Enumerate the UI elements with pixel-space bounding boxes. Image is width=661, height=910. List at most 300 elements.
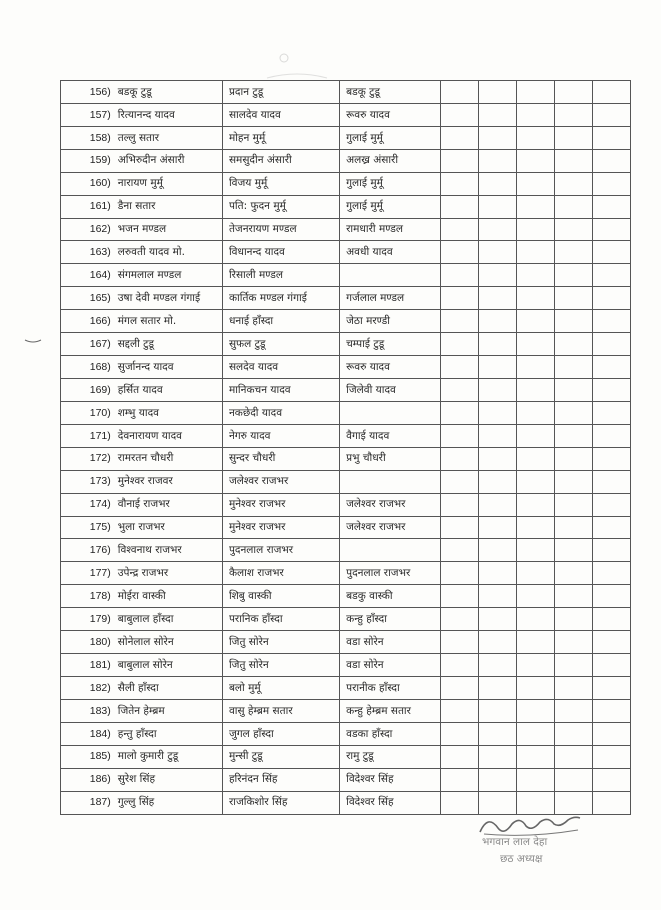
- father-name: हरिनंदन सिंह: [222, 768, 339, 791]
- person-name: मालो कुमारी टुडू: [114, 745, 223, 768]
- table-row: [61, 699, 631, 722]
- person-name: डैना सतार: [114, 195, 223, 218]
- blank-cell: [479, 562, 517, 585]
- father-name: जुगल हाँस्दा: [222, 722, 339, 745]
- blank-cell: [479, 631, 517, 654]
- grandfather-name: रामधारी मण्डल: [340, 218, 441, 241]
- blank-cell: [441, 539, 479, 562]
- blank-cell: [441, 722, 479, 745]
- father-name: रिसाली मण्डल: [222, 264, 339, 287]
- father-name: कार्तिक मण्डल गंगाई: [222, 287, 339, 310]
- blank-cell: [593, 401, 631, 424]
- father-name: सलदेव यादव: [222, 356, 339, 379]
- table-row: [61, 722, 631, 745]
- blank-cell: [441, 172, 479, 195]
- blank-cell: [555, 149, 593, 172]
- blank-cell: [517, 516, 555, 539]
- blank-cell: [517, 81, 555, 104]
- blank-cell: [593, 424, 631, 447]
- blank-cell: [555, 103, 593, 126]
- row-number: 183): [61, 699, 114, 722]
- blank-cell: [441, 81, 479, 104]
- blank-cell: [517, 287, 555, 310]
- father-name: वासु हेम्ब्रम सतार: [222, 699, 339, 722]
- blank-cell: [479, 378, 517, 401]
- father-name: परानिक हाँस्दा: [222, 608, 339, 631]
- blank-cell: [517, 310, 555, 333]
- grandfather-name: जिलेवी यादव: [340, 378, 441, 401]
- blank-cell: [517, 149, 555, 172]
- grandfather-name: गुलाई मुर्मू: [340, 195, 441, 218]
- table-row: [61, 378, 631, 401]
- father-name: नेगरु यादव: [222, 424, 339, 447]
- person-name: बडकू टुडू: [114, 81, 223, 104]
- table-row: [61, 356, 631, 379]
- blank-cell: [593, 310, 631, 333]
- row-number: 178): [61, 585, 114, 608]
- blank-cell: [479, 103, 517, 126]
- blank-cell: [441, 149, 479, 172]
- blank-cell: [517, 722, 555, 745]
- blank-cell: [479, 241, 517, 264]
- row-number: 184): [61, 722, 114, 745]
- grandfather-name: चम्पाई टुडू: [340, 333, 441, 356]
- blank-cell: [593, 768, 631, 791]
- blank-cell: [593, 585, 631, 608]
- father-name: मोहन मुर्मू: [222, 126, 339, 149]
- blank-cell: [555, 195, 593, 218]
- father-name: मुन्सी टुडू: [222, 745, 339, 768]
- grandfather-name: [340, 264, 441, 287]
- grandfather-name: बडकु वास्की: [340, 585, 441, 608]
- blank-cell: [441, 768, 479, 791]
- blank-cell: [479, 356, 517, 379]
- blank-cell: [555, 722, 593, 745]
- blank-cell: [555, 745, 593, 768]
- blank-cell: [593, 745, 631, 768]
- person-name: रामरतन चौधरी: [114, 447, 223, 470]
- blank-cell: [555, 424, 593, 447]
- blank-cell: [593, 126, 631, 149]
- blank-cell: [517, 218, 555, 241]
- blank-cell: [441, 126, 479, 149]
- person-name: देवनारायण यादव: [114, 424, 223, 447]
- blank-cell: [555, 333, 593, 356]
- blank-cell: [479, 516, 517, 539]
- row-number: 162): [61, 218, 114, 241]
- blank-cell: [517, 539, 555, 562]
- blank-cell: [441, 699, 479, 722]
- table-row: [61, 218, 631, 241]
- blank-cell: [593, 149, 631, 172]
- blank-cell: [479, 745, 517, 768]
- person-name: सुरेश सिंह: [114, 768, 223, 791]
- blank-cell: [517, 195, 555, 218]
- person-name: मंगल सतार मो.: [114, 310, 223, 333]
- blank-cell: [555, 447, 593, 470]
- father-name: नकछेदी यादव: [222, 401, 339, 424]
- table-row: [61, 241, 631, 264]
- blank-cell: [479, 585, 517, 608]
- row-number: 171): [61, 424, 114, 447]
- blank-cell: [555, 654, 593, 677]
- person-name: विश्वनाथ राजभर: [114, 539, 223, 562]
- blank-cell: [593, 676, 631, 699]
- blank-cell: [441, 608, 479, 631]
- person-name: भजन मण्डल: [114, 218, 223, 241]
- blank-cell: [517, 172, 555, 195]
- blank-cell: [479, 126, 517, 149]
- person-name: रित्यानन्द यादव: [114, 103, 223, 126]
- blank-cell: [555, 516, 593, 539]
- table-row: [61, 81, 631, 104]
- blank-cell: [517, 631, 555, 654]
- blank-cell: [555, 310, 593, 333]
- blank-cell: [441, 264, 479, 287]
- blank-cell: [479, 447, 517, 470]
- father-name: सालदेव यादव: [222, 103, 339, 126]
- blank-cell: [479, 264, 517, 287]
- person-name: सैली हाँस्दा: [114, 676, 223, 699]
- blank-cell: [479, 149, 517, 172]
- grandfather-name: रामु टुडू: [340, 745, 441, 768]
- table-row: [61, 608, 631, 631]
- row-number: 159): [61, 149, 114, 172]
- blank-cell: [593, 264, 631, 287]
- row-number: 176): [61, 539, 114, 562]
- blank-cell: [555, 264, 593, 287]
- grandfather-name: अवधी यादव: [340, 241, 441, 264]
- grandfather-name: जलेश्वर राजभर: [340, 493, 441, 516]
- blank-cell: [593, 81, 631, 104]
- blank-cell: [593, 333, 631, 356]
- blank-cell: [555, 218, 593, 241]
- blank-cell: [555, 493, 593, 516]
- grandfather-name: वैगाई यादव: [340, 424, 441, 447]
- blank-cell: [593, 172, 631, 195]
- grandfather-name: कन्हु हेम्ब्रम सतार: [340, 699, 441, 722]
- blank-cell: [441, 424, 479, 447]
- father-name: जलेश्वर राजभर: [222, 470, 339, 493]
- father-name: धनाई हाँस्दा: [222, 310, 339, 333]
- row-number: 173): [61, 470, 114, 493]
- blank-cell: [479, 676, 517, 699]
- blank-cell: [479, 654, 517, 677]
- blank-cell: [441, 241, 479, 264]
- row-number: 181): [61, 654, 114, 677]
- person-name: उषा देवी मण्डल गंगाई: [114, 287, 223, 310]
- blank-cell: [517, 356, 555, 379]
- blank-cell: [517, 241, 555, 264]
- blank-cell: [517, 676, 555, 699]
- blank-cell: [441, 516, 479, 539]
- person-name: शम्भु यादव: [114, 401, 223, 424]
- father-name: शिबु वास्की: [222, 585, 339, 608]
- table-row: [61, 745, 631, 768]
- table-row: [61, 424, 631, 447]
- person-name: उपेन्द्र राजभर: [114, 562, 223, 585]
- blank-cell: [555, 81, 593, 104]
- blank-cell: [441, 745, 479, 768]
- blank-cell: [517, 608, 555, 631]
- blank-cell: [479, 333, 517, 356]
- blank-cell: [479, 424, 517, 447]
- blank-cell: [479, 218, 517, 241]
- blank-cell: [479, 401, 517, 424]
- person-name: बाबुलाल हाँस्दा: [114, 608, 223, 631]
- blank-cell: [441, 470, 479, 493]
- blank-cell: [593, 103, 631, 126]
- blank-cell: [555, 768, 593, 791]
- blank-cell: [517, 126, 555, 149]
- row-number: 156): [61, 81, 114, 104]
- blank-cell: [593, 539, 631, 562]
- blank-cell: [441, 401, 479, 424]
- table-row: [61, 447, 631, 470]
- row-number: 167): [61, 333, 114, 356]
- blank-cell: [517, 654, 555, 677]
- blank-cell: [441, 585, 479, 608]
- person-name: सोनेलाल सोरेन: [114, 631, 223, 654]
- father-name: सुन्दर चौधरी: [222, 447, 339, 470]
- row-number: 166): [61, 310, 114, 333]
- row-number: 158): [61, 126, 114, 149]
- grandfather-name: [340, 470, 441, 493]
- blank-cell: [593, 631, 631, 654]
- blank-cell: [517, 470, 555, 493]
- grandfather-name: [340, 401, 441, 424]
- person-name: नारायण मुर्मू: [114, 172, 223, 195]
- table-row: [61, 401, 631, 424]
- blank-cell: [517, 699, 555, 722]
- father-name: राजकिशोर सिंह: [222, 791, 339, 814]
- row-number: 161): [61, 195, 114, 218]
- grandfather-name: [340, 539, 441, 562]
- grandfather-name: विदेश्वर सिंह: [340, 791, 441, 814]
- father-name: विधानन्द यादव: [222, 241, 339, 264]
- person-name: मोईरा वास्की: [114, 585, 223, 608]
- father-name: तेजनरायण मण्डल: [222, 218, 339, 241]
- table-row: [61, 333, 631, 356]
- blank-cell: [593, 470, 631, 493]
- blank-cell: [441, 103, 479, 126]
- father-name: पति: फुदन मुर्मू: [222, 195, 339, 218]
- table-row: [61, 631, 631, 654]
- grandfather-name: वडा सोरेन: [340, 631, 441, 654]
- blank-cell: [441, 631, 479, 654]
- blank-cell: [593, 241, 631, 264]
- table-row: [61, 264, 631, 287]
- grandfather-name: गुलाई मुर्मू: [340, 172, 441, 195]
- father-name: पुदनलाल राजभर: [222, 539, 339, 562]
- blank-cell: [555, 539, 593, 562]
- table-row: [61, 172, 631, 195]
- blank-cell: [441, 356, 479, 379]
- table-row: [61, 493, 631, 516]
- table-row: [61, 149, 631, 172]
- blank-cell: [479, 722, 517, 745]
- signature-name: भगवान लाल देहा: [482, 836, 548, 848]
- blank-cell: [555, 608, 593, 631]
- father-name: समसुदीन अंसारी: [222, 149, 339, 172]
- blank-cell: [555, 378, 593, 401]
- blank-cell: [479, 172, 517, 195]
- blank-cell: [517, 333, 555, 356]
- blank-cell: [479, 699, 517, 722]
- row-number: 180): [61, 631, 114, 654]
- blank-cell: [441, 447, 479, 470]
- blank-cell: [517, 447, 555, 470]
- grandfather-name: प्रभु चौधरी: [340, 447, 441, 470]
- blank-cell: [593, 493, 631, 516]
- blank-cell: [441, 378, 479, 401]
- blank-cell: [517, 103, 555, 126]
- grandfather-name: बडकू टुडू: [340, 81, 441, 104]
- grandfather-name: रूवरु यादव: [340, 356, 441, 379]
- father-name: मानिकचन यादव: [222, 378, 339, 401]
- blank-cell: [555, 676, 593, 699]
- father-name: जितु सोरेन: [222, 654, 339, 677]
- blank-cell: [593, 699, 631, 722]
- row-number: 186): [61, 768, 114, 791]
- blank-cell: [555, 126, 593, 149]
- table-row: [61, 539, 631, 562]
- blank-cell: [441, 287, 479, 310]
- table-row: [61, 310, 631, 333]
- row-number: 165): [61, 287, 114, 310]
- row-number: 175): [61, 516, 114, 539]
- row-number: 185): [61, 745, 114, 768]
- blank-cell: [593, 447, 631, 470]
- father-name: विजय मुर्मू: [222, 172, 339, 195]
- signature-block: [470, 810, 590, 905]
- row-number: 157): [61, 103, 114, 126]
- table-row: [61, 103, 631, 126]
- blank-cell: [593, 218, 631, 241]
- grandfather-name: जेठा मरण्डी: [340, 310, 441, 333]
- row-number: 163): [61, 241, 114, 264]
- blank-cell: [441, 562, 479, 585]
- margin-tick-mark: [24, 338, 42, 344]
- father-name: मुनेश्वर राजभर: [222, 516, 339, 539]
- person-name: जितेन हेम्ब्रम: [114, 699, 223, 722]
- row-number: 169): [61, 378, 114, 401]
- blank-cell: [517, 401, 555, 424]
- grandfather-name: वडका हाँस्दा: [340, 722, 441, 745]
- blank-cell: [593, 356, 631, 379]
- table-row: [61, 470, 631, 493]
- father-name: कैलाश राजभर: [222, 562, 339, 585]
- blank-cell: [441, 654, 479, 677]
- row-number: 160): [61, 172, 114, 195]
- blank-cell: [555, 631, 593, 654]
- grandfather-name: वडा सोरेन: [340, 654, 441, 677]
- blank-cell: [517, 378, 555, 401]
- blank-cell: [479, 768, 517, 791]
- grandfather-name: रूवरु यादव: [340, 103, 441, 126]
- row-number: 179): [61, 608, 114, 631]
- table-row: [61, 562, 631, 585]
- blank-cell: [555, 470, 593, 493]
- grandfather-name: परानीक हाँस्दा: [340, 676, 441, 699]
- blank-cell: [441, 218, 479, 241]
- person-name: संगमलाल मण्डल: [114, 264, 223, 287]
- blank-cell: [479, 195, 517, 218]
- table-row: [61, 585, 631, 608]
- table-row: [61, 768, 631, 791]
- blank-cell: [479, 470, 517, 493]
- blank-cell: [441, 310, 479, 333]
- blank-cell: [593, 791, 631, 814]
- blank-cell: [517, 562, 555, 585]
- blank-cell: [479, 81, 517, 104]
- table-row: [61, 654, 631, 677]
- table-row: [61, 516, 631, 539]
- blank-cell: [555, 356, 593, 379]
- row-number: 164): [61, 264, 114, 287]
- name-register-table: [60, 80, 631, 815]
- person-name: मुनेश्वर राजवर: [114, 470, 223, 493]
- blank-cell: [441, 333, 479, 356]
- person-name: भुला राजभर: [114, 516, 223, 539]
- blank-cell: [517, 585, 555, 608]
- blank-cell: [479, 539, 517, 562]
- person-name: तल्लु सतार: [114, 126, 223, 149]
- blank-cell: [479, 493, 517, 516]
- person-name: गुल्लु सिंह: [114, 791, 223, 814]
- row-number: 187): [61, 791, 114, 814]
- person-name: सद्दली टुडू: [114, 333, 223, 356]
- father-name: जितु सोरेन: [222, 631, 339, 654]
- blank-cell: [593, 722, 631, 745]
- person-name: लरुवती यादव मो.: [114, 241, 223, 264]
- blank-cell: [479, 608, 517, 631]
- person-name: बाबुलाल सोरेन: [114, 654, 223, 677]
- grandfather-name: गुलाई मुर्मू: [340, 126, 441, 149]
- blank-cell: [517, 264, 555, 287]
- blank-cell: [517, 768, 555, 791]
- grandfather-name: गर्जलाल मण्डल: [340, 287, 441, 310]
- person-name: अभिरुदीन अंसारी: [114, 149, 223, 172]
- father-name: मुनेश्वर राजभर: [222, 493, 339, 516]
- blank-cell: [441, 195, 479, 218]
- table-row: [61, 287, 631, 310]
- blank-cell: [517, 745, 555, 768]
- row-number: 172): [61, 447, 114, 470]
- blank-cell: [593, 608, 631, 631]
- row-number: 168): [61, 356, 114, 379]
- row-number: 174): [61, 493, 114, 516]
- blank-cell: [555, 562, 593, 585]
- grandfather-name: पुदनलाल राजभर: [340, 562, 441, 585]
- blank-cell: [593, 287, 631, 310]
- blank-cell: [441, 493, 479, 516]
- blank-cell: [441, 676, 479, 699]
- blank-cell: [555, 172, 593, 195]
- grandfather-name: जलेश्वर राजभर: [340, 516, 441, 539]
- grandfather-name: कन्हु हाँस्दा: [340, 608, 441, 631]
- person-name: वौनाई राजभर: [114, 493, 223, 516]
- grandfather-name: विदेश्वर सिंह: [340, 768, 441, 791]
- father-name: बलो मुर्मू: [222, 676, 339, 699]
- blank-cell: [555, 699, 593, 722]
- blank-cell: [593, 378, 631, 401]
- father-name: प्रदान टुडू: [222, 81, 339, 104]
- blank-cell: [593, 562, 631, 585]
- grandfather-name: अलख्र अंसारी: [340, 149, 441, 172]
- row-number: 170): [61, 401, 114, 424]
- blank-cell: [517, 493, 555, 516]
